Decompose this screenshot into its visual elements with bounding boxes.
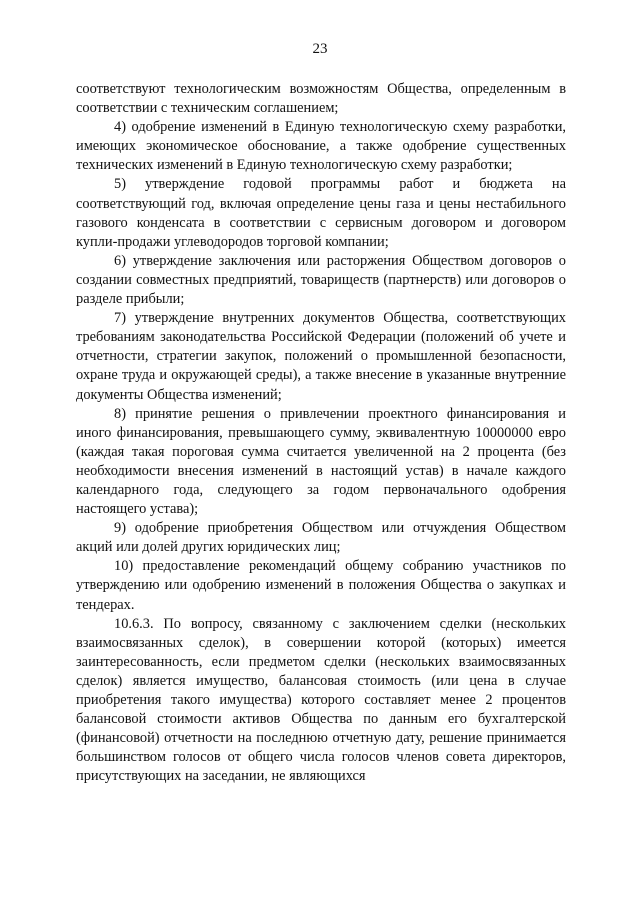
paragraph-section-10-6-3: 10.6.3. По вопросу, связанному с заключением сделки (нескольких взаимосвязанных сделок), в совершении которой (которых) имеется заинтересованность, если предметом сделки (нескольких взаимосвязанных сделок) является имущество, балансовая стоимость (или цена в случае приобретения такого имущества) которого составляет менее 2 процентов балансовой стоимости активов Общества по данным его бухгалтерской (финансовой) отчетности на последнюю отчетную дату, решение принимается большинством голосов от общего числа голосов членов совета директоров, присутствующих на заседании, не являющихся [76,615,566,785]
page-number: 23 [312,41,328,57]
paragraph-item-9: 9) одобрение приобретения Обществом или отчуждения Обществом акций или долей других юридических лиц; [76,520,566,556]
paragraph-item-7: 7) утверждение внутренних документов Общества, соответствующих требованиям законодательства Российской Федерации (положений об учете и отчетности, стратегии закупок, положений о промышленной безопасности, охране труда и окружающей среды), а также внесение в указанные внутренние документы Общества изменений; [76,310,566,403]
body-text [76,80,566,786]
paragraph-item-5: 5) утверждение годовой программы работ и бюджета на соответствующий год, включая определение цены газа и цены нестабильного газового конденсата в соответствии с сервисным договором и договором купли-продажи углеводородов торговой компании; [76,176,566,250]
paragraph-item-4: 4) одобрение изменений в Единую технологическую схему разработки, имеющих экономическое обоснование, а также одобрение существенных технических изменений в Единую технологическую схему разработки; [76,119,566,174]
paragraph-item-6: 6) утверждение заключения или расторжения Обществом договоров о создании совместных предприятий, товариществ (партнерств) или договоров о разделе прибыли; [76,252,566,308]
paragraph-continuation: соответствуют технологическим возможностям Общества, определенным в соответствии с техническим соглашением; [76,81,566,117]
paragraph-item-8: 8) принятие решения о привлечении проектного финансирования и иного финансирования, превышающего сумму, эквивалентную 10000000 евро (каждая такая пороговая сумма считается увеличенной на 2 процента (без необходимости внесения изменений в настоящий устав) в начале каждого календарного года, следующего за годом первоначального одобрения настоящего устава); [76,405,566,518]
paragraph-item-10: 10) предоставление рекомендаций общему собранию участников по утверждению или одобрению изменений в положения Общества о закупках и тендерах. [76,558,566,613]
